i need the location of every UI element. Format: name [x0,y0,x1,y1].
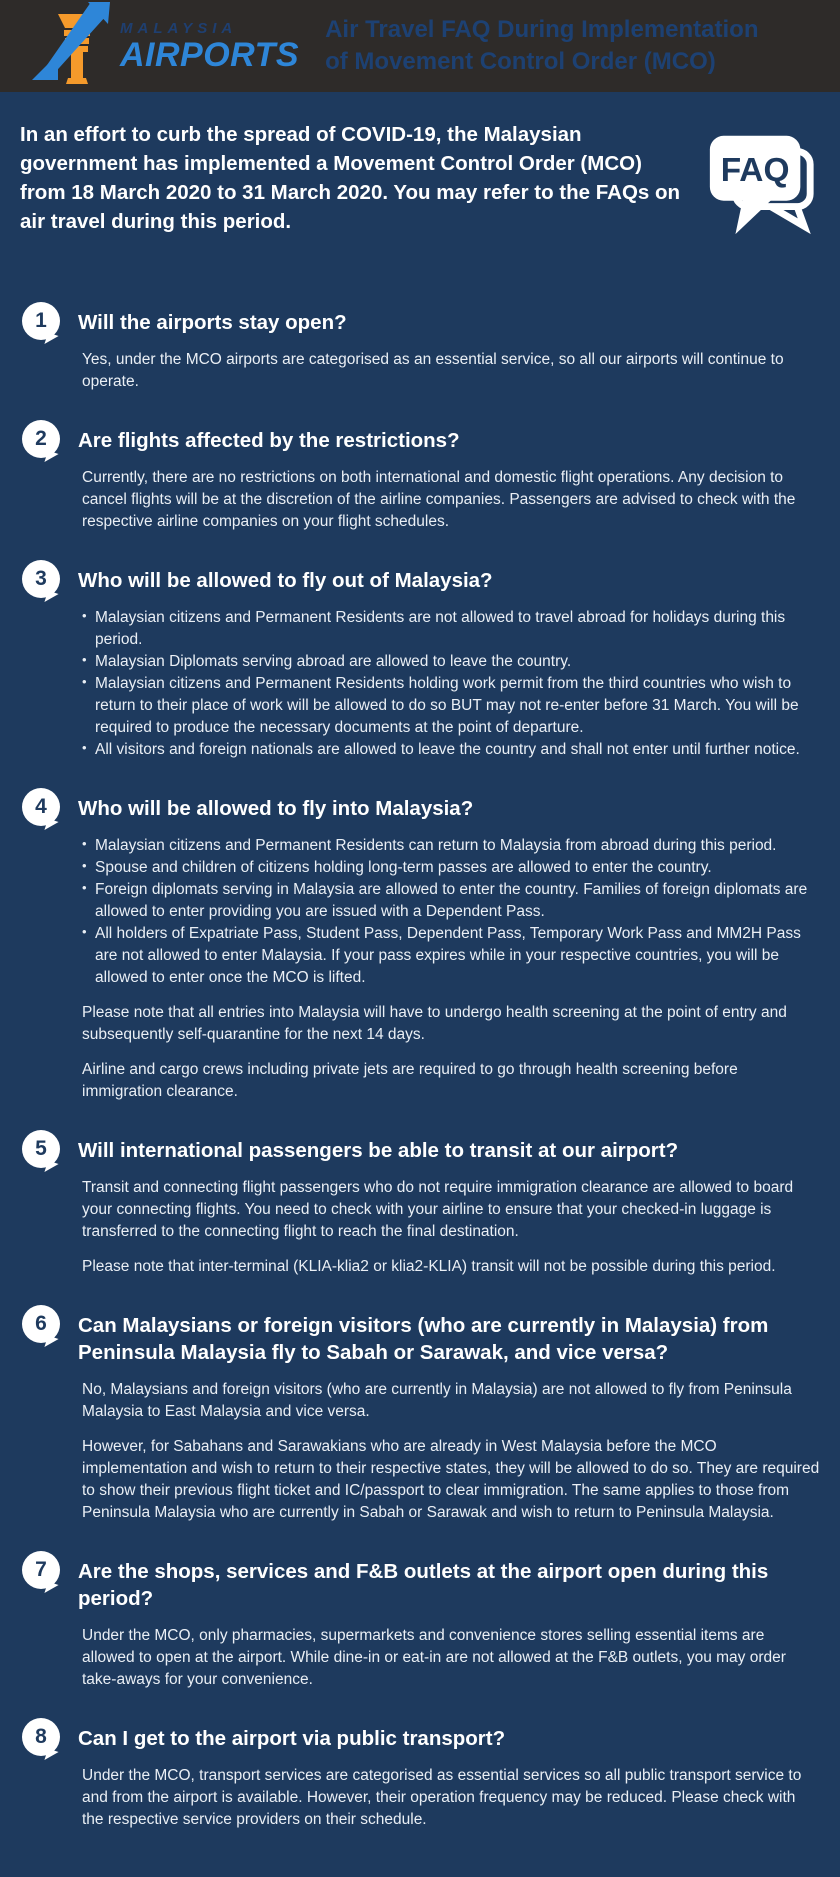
faq-question: Will international passengers be able to transit at our airport? [78,1139,679,1163]
question-number-badge [22,302,62,348]
speech-bubble-tail [44,591,58,606]
faq-question: Are flights affected by the restrictions? [78,429,460,453]
question-number: 8 [22,1718,60,1756]
faq-answer: Under the MCO, transport services are categorised as essential services so all public transport service to and from the airport is available. However, their operation frequency may be reduced. Please check with the respective service providers on their schedule. [82,1767,802,1829]
faq-question: Can Malaysians or foreign visitors (who are currently in Malaysia) from Peninsula Malaysia fly to Sabah or Sarawak, and vice versa? [78,1314,769,1365]
page-title-line2: of Movement Control Order (MCO) [325,48,716,75]
question-number: 4 [22,788,60,826]
faq-bullet: • Malaysian citizens and Permanent Residents holding work permit from the third countries who wish to return to their place of work will be allowed to do so BUT may not re-enter before 31 March. You will be required to produce the necessary documents at the point of departure. [82,673,820,739]
faq-answer: Transit and connecting flight passengers who do not require immigration clearance are allowed to board your connecting flights. You need to check with your airline to ensure that your checked-in luggage is transferred to the connecting flight to reach the final destination. [82,1179,794,1241]
question-number-badge [22,1305,62,1351]
faq-list [0,273,840,1877]
speech-bubble-tail [44,1161,58,1176]
faq-item-4 [22,788,820,1103]
question-number: 6 [22,1305,60,1343]
question-number-badge [22,1718,62,1764]
faq-question: Can I get to the airport via public transport? [78,1727,506,1751]
question-number-badge [22,788,62,834]
question-number-badge [22,1130,62,1176]
svg-text:FAQ: FAQ [720,152,790,190]
page-title-line1: Air Travel FAQ During Implementation [325,15,759,43]
faq-item-3 [22,560,820,761]
question-number: 1 [22,302,60,340]
faq-bullet: • Malaysian citizens and Permanent Residents are not allowed to travel abroad for holidays during this period. [82,607,820,651]
speech-bubble-tail [44,451,58,466]
faq-answer: However, for Sabahans and Sarawakians who are already in West Malaysia before the MCO implementation and wish to return to their respective states, they will be allowed to do so. They are required to show their previous flight ticket and IC/passport to clear immigration. The same applies to those from Peninsula Malaysia who are currently in Sabah or Sarawak and wish to return to Peninsula Malaysia. [82,1438,820,1522]
faq-bullet: • All visitors and foreign nationals are allowed to leave the country and shall not enter until further notice. [82,739,820,761]
faq-speech-bubble-icon [702,124,820,247]
faq-answer: Please note that inter-terminal (KLIA-klia2 or klia2-KLIA) transit will not be possible during this period. [82,1258,776,1276]
question-number-badge [22,420,62,466]
malaysia-airports-logo [28,2,299,91]
faq-item-8 [22,1718,820,1831]
faq-bullet: • Spouse and children of citizens holding long-term passes are allowed to enter the country. [82,857,820,879]
logo-text-airports: AIRPORTS [120,35,300,74]
faq-item-2 [22,420,820,533]
logo-text-malaysia: MALAYSIA [120,19,238,37]
speech-bubble-tail [44,819,58,834]
question-number: 3 [22,560,60,598]
faq-answer: No, Malaysians and foreign visitors (who are currently in Malaysia) are not allowed to fly from Peninsula Malaysia to East Malaysia and vice versa. [82,1381,792,1421]
speech-bubble-tail [44,1749,58,1764]
faq-question: Will the airports stay open? [78,311,347,334]
faq-answer: Under the MCO, only pharmacies, supermarkets and convenience stores selling essential items are allowed to open at the airport. While dine-in or eat-in are not allowed at the F&B outlets, you may order take-aways for your convenience. [82,1627,786,1689]
faq-item-7 [22,1551,820,1691]
faq-item-5 [22,1130,820,1278]
intro-text: In an effort to curb the spread of COVID-19, the Malaysian government has implemented a Movement Control Order (MCO) from 18 March 2020 to 31 March 2020. You may refer to the FAQs on air travel during this period. [20,123,681,234]
speech-bubble-tail [44,1336,58,1351]
page-title [325,14,758,79]
control-tower-icon [28,2,114,91]
faq-bullet: • All holders of Expatriate Pass, Student Pass, Dependent Pass, Temporary Work Pass and MM2H Pass are not allowed to enter Malaysia. If your pass expires while in your respective countries, you will be allowed to enter once the MCO is lifted. [82,923,820,989]
faq-answer: Please note that all entries into Malaysia will have to undergo health screening at the point of entry and subsequently self-quarantine for the next 14 days. [82,1004,787,1044]
question-number-badge [22,1551,62,1597]
faq-answer-list [82,607,820,761]
speech-bubble-tail [44,333,58,348]
logo-wordmark [120,21,299,72]
faq-question: Who will be allowed to fly into Malaysia? [78,797,474,821]
question-number: 2 [22,420,60,458]
faq-bullet: • Malaysian Diplomats serving abroad are allowed to leave the country. [82,651,820,673]
faq-answer: Yes, under the MCO airports are categorised as an essential service, so all our airports will continue to operate. [82,351,784,391]
speech-bubble-tail [44,1582,58,1597]
faq-item-6 [22,1305,820,1524]
question-number: 5 [22,1130,60,1168]
header [0,0,840,92]
question-number-badge [22,560,62,606]
faq-answer: Airline and cargo crews including private jets are required to go through health screening before immigration clearance. [82,1061,738,1101]
faq-bullet: • Malaysian citizens and Permanent Residents can return to Malaysia from abroad during this period. [82,835,820,857]
faq-answer-list [82,835,820,989]
faq-item-1 [22,302,820,393]
faq-answer: Currently, there are no restrictions on both international and domestic flight operations. Any decision to cancel flights will be at the discretion of the airline companies. Passengers are advised to check with the respective airline companies on your flight schedules. [82,469,796,531]
intro-section [0,92,840,273]
faq-bullet: • Foreign diplomats serving in Malaysia are allowed to enter the country. Families of foreign diplomats are allowed to enter providing you are issued with a Dependent Pass. [82,879,820,923]
faq-question: Who will be allowed to fly out of Malaysia? [78,569,493,593]
question-number: 7 [22,1551,60,1589]
faq-question: Are the shops, services and F&B outlets at the airport open during this period? [78,1560,769,1611]
